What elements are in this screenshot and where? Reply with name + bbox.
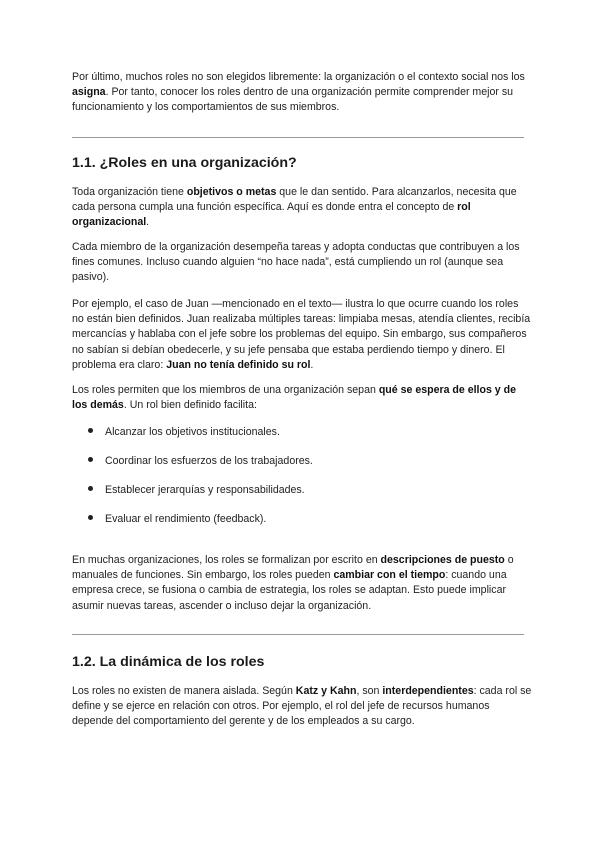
bold-text: Katz y Kahn <box>295 685 357 697</box>
text-run: o manuales de funciones. Sin embargo, los roles pueden <box>72 554 514 582</box>
section-divider <box>72 634 524 635</box>
list-item: Establecer jerarquías y responsabilidades. <box>88 483 305 498</box>
section-divider <box>72 137 524 138</box>
section-heading-1-1: 1.1. ¿Roles en una organización? <box>72 155 297 171</box>
text-run: Los roles permiten que los miembros de una organización sepan <box>72 384 379 396</box>
text-run: Los roles no existen de manera aislada. Según <box>72 685 296 697</box>
text-run: . <box>310 358 314 371</box>
paragraph-objetivos <box>72 185 532 231</box>
bold-text: qué se espera de ellos y de los demás <box>72 384 517 412</box>
paragraph-intro <box>72 70 532 116</box>
text-run: que le dan sentido. Para alcanzarlos, necesita que cada persona cumpla una función específica. Aquí es donde entra el concepto de <box>72 186 517 214</box>
section-heading-1-2: 1.2. La dinámica de los roles <box>72 654 265 670</box>
bullet-icon <box>88 515 93 520</box>
bullet-icon <box>88 428 93 433</box>
paragraph-roles-permiten <box>72 383 532 413</box>
bold-text: cambiar con el tiempo <box>333 569 446 582</box>
paragraph-dinamica <box>72 684 532 730</box>
list-item: Alcanzar los objetivos institucionales. <box>88 425 280 440</box>
paragraph-miembros <box>72 240 532 286</box>
bold-text: rol organizacional <box>72 201 471 229</box>
list-item: Evaluar el rendimiento (feedback). <box>88 512 266 527</box>
bullet-icon <box>88 486 93 491</box>
text-run: : cuando una empresa crece, se fusiona o cambia de estrategia, los roles se adaptan. Esto puede implicar asumir nuevas tareas, ascender o incluso dejar la organización. <box>72 569 507 612</box>
text-run: : cada rol se define y se ejerce en relación con otros. Por ejemplo, el rol del jefe de recursos humanos depende del comportamiento del gerente y de los empleados a su cargo. <box>72 685 532 728</box>
text-run: Por ejemplo, el caso de Juan —mencionado en el texto— ilustra lo que ocurre cuando los roles no están bien definidos. Juan realizaba múltiples tareas: limpiaba mesas, atendía clientes, recibía mercancías y hablaba con el jefe sobre los problemas del equipo. Sin embargo, sus compañeros no sabían si debían obedecerle, y su jefe pensaba que estaba perdiendo tiempo y dinero. El problema era claro: <box>72 298 531 371</box>
bold-text: objetivos o metas <box>186 186 277 198</box>
text-run: . Un rol bien definido facilita: <box>123 399 257 412</box>
text-run: , son <box>356 685 383 697</box>
bold-text: asigna <box>72 86 106 99</box>
paragraph-formalizan <box>72 553 532 614</box>
text-run: Por último, muchos roles no son elegidos libremente: la organización o el contexto social nos los <box>72 71 525 83</box>
bold-text: descripciones de puesto <box>380 554 505 566</box>
text-run: En muchas organizaciones, los roles se formalizan por escrito en <box>72 554 381 566</box>
bold-text: Juan no tenía definido su rol <box>166 358 311 371</box>
list-item: Coordinar los esfuerzos de los trabajadores. <box>88 454 313 469</box>
bullet-icon <box>88 457 93 462</box>
text-run: . Por tanto, conocer los roles dentro de una organización permite comprender mejor su funcionamiento y los comportamientos de sus miembros. <box>72 86 514 114</box>
text-run: Cada miembro de la organización desempeña tareas y adopta conductas que contribuyen a los fines comunes. Incluso cuando alguien “no hace nada”, está cumpliendo un rol (aunque sea pasivo). <box>72 241 520 284</box>
bold-text: interdependientes <box>382 685 474 697</box>
paragraph-juan <box>72 297 532 373</box>
text-run: . <box>146 216 150 229</box>
text-run: Toda organización tiene <box>72 186 187 198</box>
